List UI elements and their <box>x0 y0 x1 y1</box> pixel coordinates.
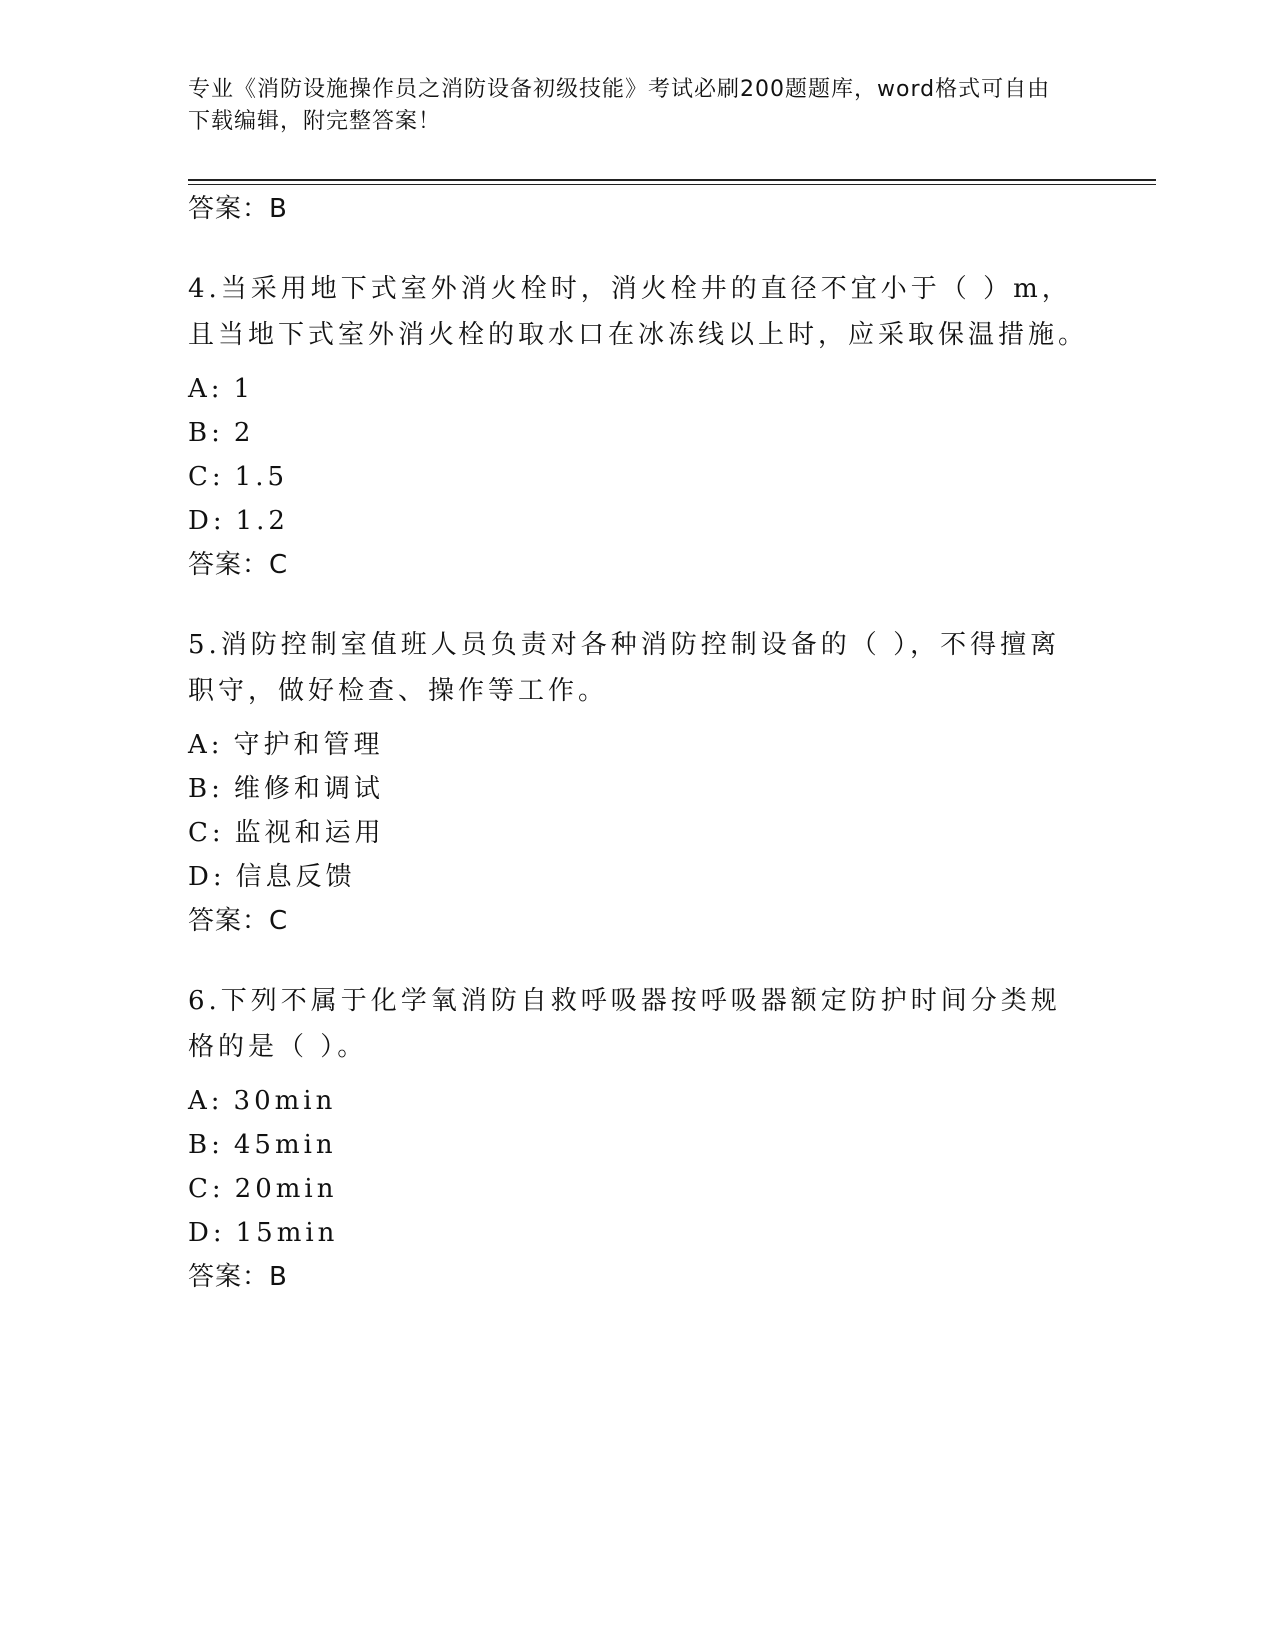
option-text: 2 <box>233 418 255 448</box>
option-separator: : <box>210 1086 224 1116</box>
option-text: 15min <box>235 1218 339 1248</box>
option-letter: C <box>188 1174 212 1204</box>
option-letter: C <box>188 462 212 492</box>
option-letter: D <box>188 1218 213 1248</box>
question-stem: 6.下列不属于化学氧消防自救呼吸器按呼吸器额定防护时间分类规格的是（ ）。 <box>188 986 1061 1062</box>
answer-line: 答案：B <box>188 194 288 224</box>
option-separator: : <box>210 374 224 404</box>
option-letter: B <box>188 774 212 804</box>
option-letter: A <box>188 730 211 760</box>
answer-line: 答案：C <box>188 906 289 936</box>
question-option <box>188 1216 338 1250</box>
option-separator: : <box>212 862 226 892</box>
option-text: 1.5 <box>234 462 289 492</box>
option-letter: A <box>188 1086 211 1116</box>
document-header: 专业《消防设施操作员之消防设备初级技能》考试必刷200题题库，word格式可自由下载编辑，附完整答案！ <box>188 77 1051 134</box>
question-option <box>188 772 384 806</box>
option-text: 信息反馈 <box>235 862 356 892</box>
option-text: 45min <box>233 1130 337 1160</box>
option-separator: : <box>211 818 225 848</box>
option-separator: : <box>211 1130 224 1160</box>
question-option <box>188 460 288 494</box>
question-option <box>188 1128 337 1162</box>
option-letter: A <box>188 374 211 404</box>
question-option <box>188 860 356 894</box>
question-option <box>188 1084 336 1118</box>
option-letter: B <box>188 1130 212 1160</box>
option-letter: B <box>188 418 212 448</box>
question-stem: 4.当采用地下式室外消火栓时，消火栓井的直径不宜小于（ ）m，且当地下式室外消火栓的取水口在冰冻线以上时，应采取保温措施。 <box>188 274 1089 350</box>
option-separator: : <box>210 730 224 760</box>
header-divider <box>188 179 1156 185</box>
option-text: 守护和管理 <box>233 730 384 760</box>
option-separator: : <box>212 506 226 536</box>
answer-line: 答案：B <box>188 1262 288 1292</box>
option-text: 1.2 <box>235 506 289 536</box>
option-letter: D <box>188 862 213 892</box>
question-option <box>188 504 289 538</box>
option-text: 20min <box>234 1174 338 1204</box>
question-option <box>188 1172 337 1206</box>
question-option <box>188 416 254 450</box>
option-separator: : <box>211 1174 225 1204</box>
option-letter: D <box>188 506 213 536</box>
option-separator: : <box>211 774 224 804</box>
option-separator: : <box>211 462 225 492</box>
option-text: 30min <box>233 1086 337 1116</box>
question-stem: 5.消防控制室值班人员负责对各种消防控制设备的（ ），不得擅离职守，做好检查、操作等工作。 <box>188 630 1061 706</box>
option-separator: : <box>212 1218 226 1248</box>
question-option <box>188 372 254 406</box>
option-text: 监视和运用 <box>234 818 385 848</box>
option-separator: : <box>211 418 224 448</box>
option-letter: C <box>188 818 212 848</box>
question-option <box>188 728 384 762</box>
option-text: 维修和调试 <box>233 774 384 804</box>
answer-line: 答案：C <box>188 550 289 580</box>
option-text: 1 <box>233 374 255 404</box>
question-option <box>188 816 385 850</box>
